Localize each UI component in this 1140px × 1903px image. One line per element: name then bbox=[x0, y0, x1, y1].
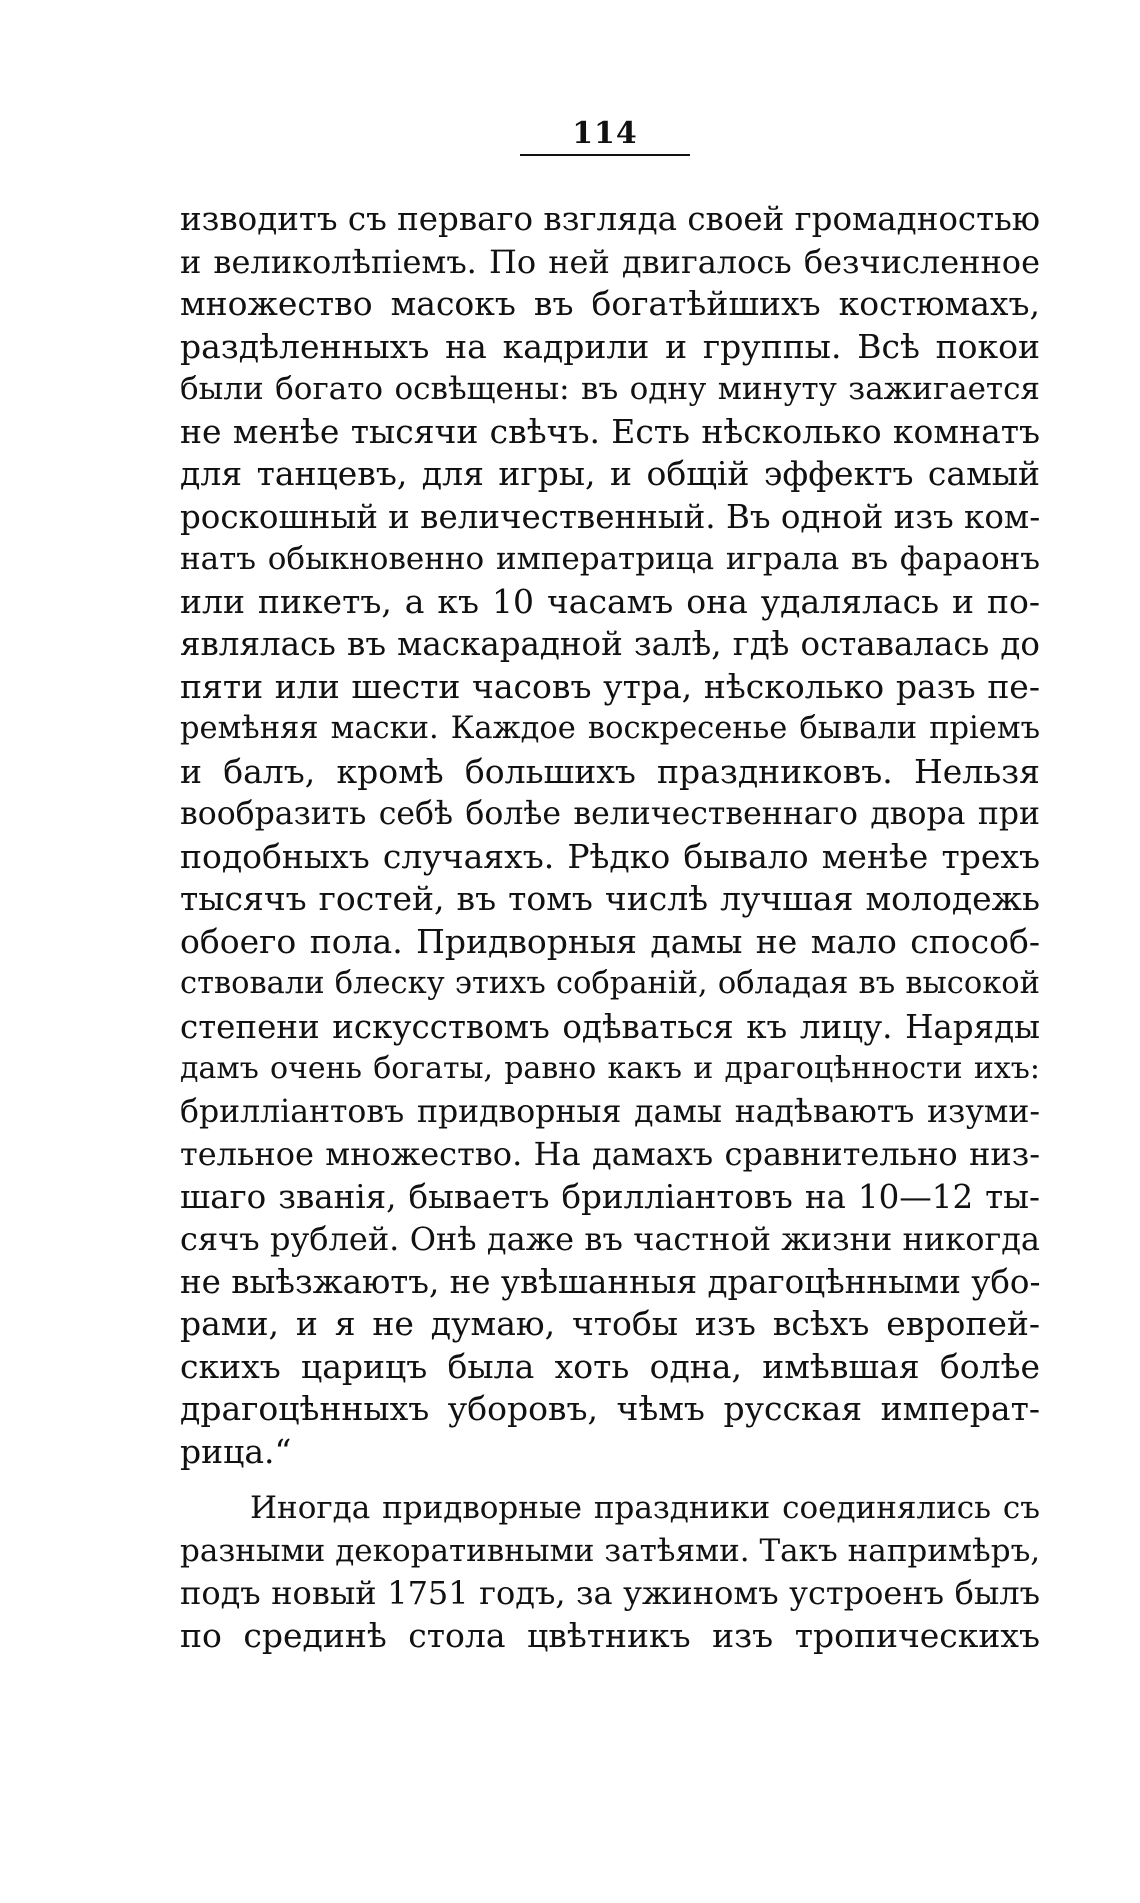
text-line: не выѣзжаютъ, не увѣшанныя драгоцѣнными убо- bbox=[180, 1262, 1041, 1301]
text-line: драгоцѣнныхъ уборовъ, чѣмъ русская императ- bbox=[180, 1389, 1040, 1428]
text-line: подъ новый 1751 годъ, за ужиномъ устроенъ былъ bbox=[180, 1574, 1040, 1612]
text-line: для танцевъ, для игры, и общій эффектъ самый bbox=[180, 454, 1040, 493]
text-line: ремѣняя маски. Каждое воскресенье бывали пріемъ bbox=[180, 711, 1040, 746]
page-number: 114 bbox=[572, 116, 638, 151]
paragraph bbox=[180, 1487, 1040, 1657]
text-line: Иногда придворные праздники соединялись съ bbox=[250, 1490, 1040, 1526]
text-line: были богато освѣщены: въ одну минуту зажигается bbox=[180, 371, 1040, 407]
text-line: сячъ рублей. Онѣ даже въ частной жизни никогда bbox=[180, 1220, 1040, 1258]
text-line: шаго званія, бываетъ бриллiантовъ на 10—12 ты- bbox=[180, 1177, 1040, 1216]
text-line: изводитъ съ перваго взгляда своей громадностью bbox=[180, 200, 1041, 238]
text-line: рами, и я не думаю, чтобы изъ всѣхъ европей- bbox=[180, 1304, 1040, 1343]
text-line: или пикетъ, а къ 10 часамъ она удалялась и по- bbox=[180, 581, 1040, 621]
page-number-rule bbox=[520, 154, 690, 156]
text-line: вообразить себѣ болѣе величественнаго двора при bbox=[180, 796, 1040, 832]
body-text bbox=[180, 198, 1040, 1657]
text-line: подобныхъ случаяхъ. Рѣдко бывало менѣе трехъ bbox=[180, 836, 1040, 876]
text-line: являлась въ маскарадной залѣ, гдѣ оставалась до bbox=[180, 625, 1040, 663]
text-line: ствовали блеску этихъ собраній, обладая въ высокой bbox=[180, 966, 1040, 1001]
text-line: рица.“ bbox=[180, 1431, 292, 1471]
paragraph-gap bbox=[180, 1473, 1040, 1487]
text-line: скихъ царицъ была хоть одна, имѣвшая болѣе bbox=[180, 1346, 1040, 1386]
text-line: роскошный и величественный. Въ одной изъ ком- bbox=[180, 497, 1041, 536]
paragraph bbox=[180, 198, 1040, 1473]
text-line: по срединѣ стола цвѣтникъ изъ тропическихъ bbox=[180, 1615, 1040, 1655]
text-line: тысячъ гостей, въ томъ числѣ лучшая молодежь bbox=[180, 879, 1040, 918]
text-line: разными декоративными затѣями. Такъ напримѣръ, bbox=[180, 1532, 1041, 1569]
text-line: и великолѣпіемъ. По ней двигалось безчисленное bbox=[180, 242, 1040, 281]
text-line: множество масокъ въ богатѣйшихъ костюмахъ, bbox=[180, 284, 1040, 323]
text-line: дамъ очень богаты, равно какъ и драгоцѣнности ихъ: bbox=[180, 1051, 1040, 1086]
text-line: раздѣленныхъ на кадрили и группы. Всѣ покои bbox=[180, 326, 1040, 366]
text-line: не менѣе тысячи свѣчъ. Есть нѣсколько комнатъ bbox=[180, 411, 1040, 451]
text-line: пяти или шести часовъ утра, нѣсколько разъ пе- bbox=[180, 666, 1040, 706]
text-line: тельное множество. На дамахъ сравнительно низ- bbox=[180, 1135, 1040, 1173]
text-line: бриллiантовъ придворныя дамы надѣваютъ изуми- bbox=[180, 1093, 1040, 1130]
text-line: степени искусствомъ одѣваться къ лицу. Наряды bbox=[180, 1007, 1040, 1046]
text-line: и балъ, кромѣ большихъ праздниковъ. Нельзя bbox=[180, 751, 1040, 791]
text-line: обоего пола. Придворныя дамы не мало способ- bbox=[180, 921, 1040, 961]
text-line: натъ обыкновенно императрица играла въ фараонъ bbox=[180, 541, 1040, 577]
